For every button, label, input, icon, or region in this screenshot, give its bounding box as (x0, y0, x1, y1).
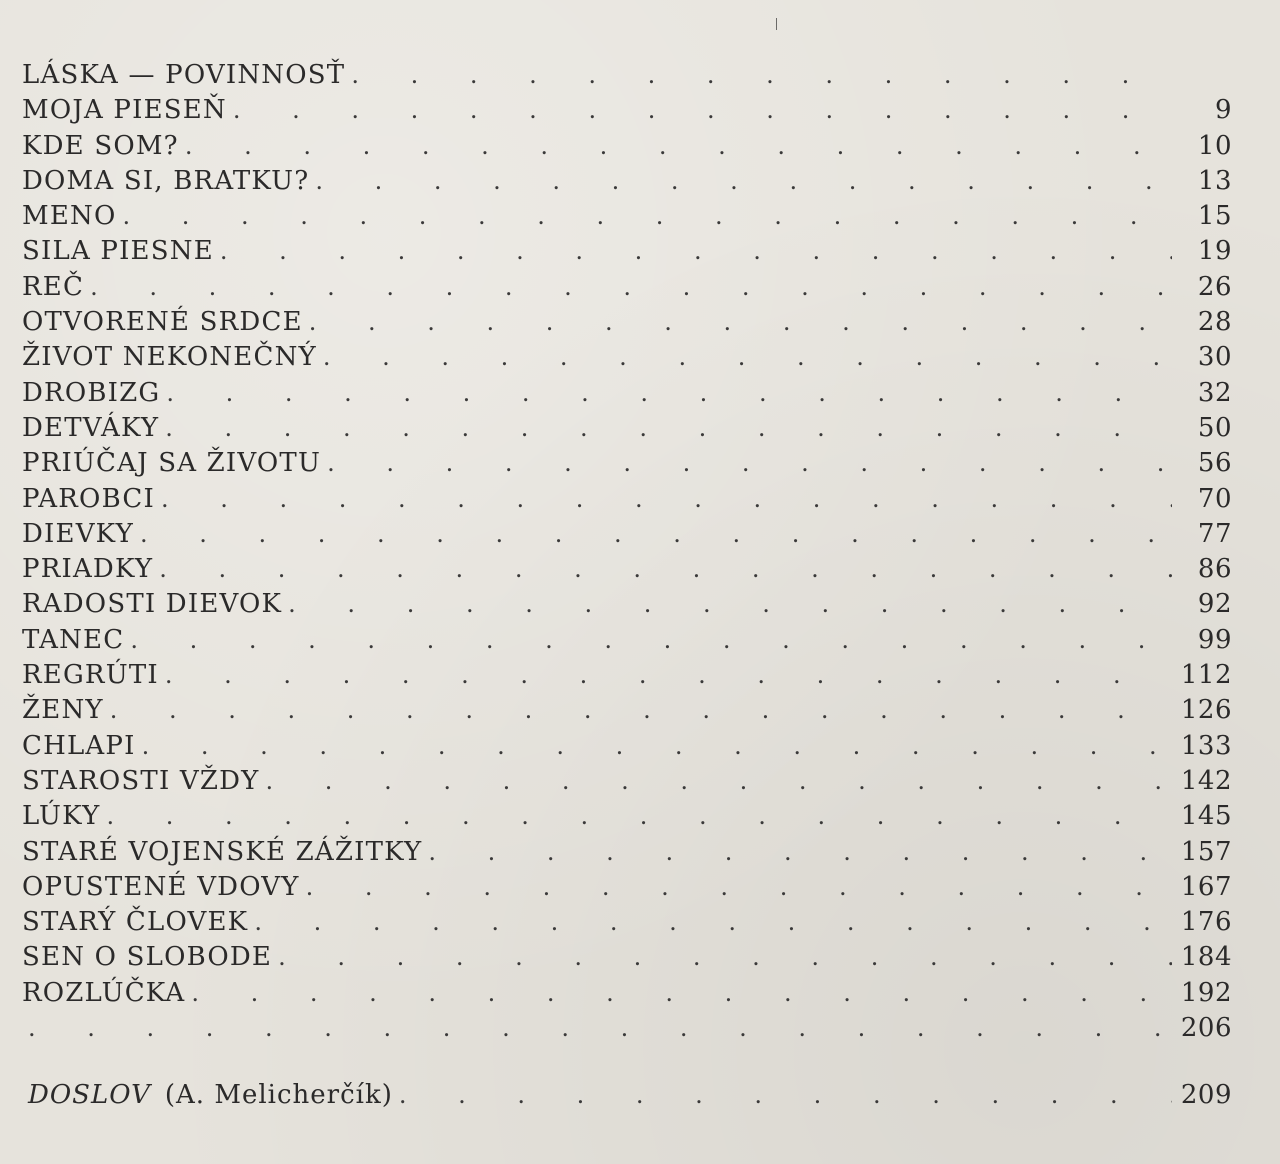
toc-entry (22, 731, 1232, 766)
toc-entry (22, 625, 1232, 660)
toc-entry (22, 695, 1232, 730)
toc-entry-title: DOMA SI, BRATKU? (22, 165, 310, 196)
toc-entry-title: REGRÚTI (22, 660, 159, 691)
toc-entry-title: ŽENY (22, 695, 104, 726)
table-of-contents (22, 60, 1232, 1048)
toc-entry (22, 307, 1232, 342)
toc-entry-title: LÁSKA — POVINNOSŤ (22, 60, 346, 90)
toc-entry-page: 30 (1197, 342, 1232, 373)
dot-leader (161, 485, 1172, 513)
dot-leader (278, 943, 1172, 971)
toc-entry-title: STARÝ ČLOVEK (22, 907, 249, 938)
dot-leader (327, 449, 1172, 477)
toc-entry-page: 32 (1197, 377, 1232, 408)
toc-entry-page: 192 (1180, 977, 1232, 1008)
afterword-title: DOSLOV (28, 1080, 151, 1110)
toc-entry-title: REČ (22, 271, 85, 302)
dot-leader (90, 273, 1172, 301)
toc-entry (22, 272, 1232, 307)
dot-leader (191, 979, 1172, 1007)
toc-entry (22, 201, 1232, 236)
toc-entry-page: 56 (1197, 448, 1232, 479)
toc-entry (22, 942, 1232, 977)
toc-entry (22, 801, 1232, 836)
toc-entry-page: 184 (1180, 942, 1232, 973)
toc-entry-title: ROZLÚČKA (22, 977, 186, 1008)
dot-leader (428, 838, 1172, 866)
dot-leader (110, 696, 1172, 724)
toc-entry-title: KDE SOM? (22, 130, 179, 161)
afterword-entry (28, 1080, 1232, 1110)
toc-entry (22, 413, 1232, 448)
toc-entry-page: 28 (1197, 307, 1232, 338)
toc-entry (22, 907, 1232, 942)
dot-leader (323, 343, 1172, 371)
toc-entry-title: PAROBCI (22, 483, 155, 514)
toc-entry (22, 60, 1232, 95)
toc-entry (22, 484, 1232, 519)
toc-entry (22, 166, 1232, 201)
toc-entry-page: 157 (1180, 836, 1232, 867)
toc-entry (22, 978, 1232, 1013)
toc-entry-page: 19 (1197, 236, 1232, 267)
toc-entry-title: ŽIVOT NEKONEČNÝ (22, 342, 317, 373)
toc-entry-title: OTVORENÉ SRDCE (22, 307, 303, 338)
dot-leader (122, 202, 1172, 230)
dot-leader (165, 661, 1172, 689)
toc-entry-title: MENO (22, 201, 117, 232)
toc-entry-page: 13 (1197, 165, 1232, 196)
toc-entry-title: OPUSTENÉ VDOVY (22, 871, 300, 902)
toc-entry (22, 131, 1232, 166)
toc-entry (22, 378, 1232, 413)
toc-entry (22, 766, 1232, 801)
toc-entry-page: 142 (1180, 765, 1232, 796)
toc-entry-title: MOJA PIESEŇ (22, 95, 227, 126)
afterword-page: 209 (1180, 1080, 1232, 1110)
dot-leader (166, 379, 1172, 407)
dot-leader (351, 61, 1172, 89)
toc-entry-page: 92 (1197, 589, 1232, 620)
dot-leader (165, 414, 1172, 442)
dot-leader (106, 802, 1172, 830)
page-mark (776, 18, 777, 30)
toc-entry (22, 448, 1232, 483)
toc-entry-title: STAROSTI VŽDY (22, 765, 260, 796)
toc-entry-page: 206 (1180, 1013, 1232, 1044)
dot-leader (185, 132, 1172, 160)
toc-entry-page: 145 (1180, 801, 1232, 832)
dot-leader (288, 590, 1172, 618)
toc-entry-page: 167 (1180, 871, 1232, 902)
toc-entry-page: 176 (1180, 907, 1232, 938)
toc-entry-title: DIEVKY (22, 518, 134, 549)
dot-leader (315, 167, 1172, 195)
toc-entry-title: PRIÚČAJ SA ŽIVOTU (22, 448, 322, 479)
dot-leader (130, 626, 1172, 654)
toc-entry (22, 342, 1232, 377)
toc-entry-page: 26 (1197, 271, 1232, 302)
toc-entry-title: STARÉ VOJENSKÉ ZÁŽITKY (22, 836, 423, 867)
toc-entry-page: 133 (1180, 730, 1232, 761)
toc-entry-title: PRIADKY (22, 554, 154, 585)
toc-entry-page: 99 (1197, 624, 1232, 655)
toc-entry (22, 837, 1232, 872)
dot-leader (254, 908, 1172, 936)
toc-entry-title: DROBIZG (22, 377, 161, 408)
toc-entry-page: 9 (1214, 95, 1232, 126)
toc-entry (22, 872, 1232, 907)
toc-entry-page: 86 (1197, 554, 1232, 585)
toc-entry (22, 1013, 1232, 1048)
dot-leader (266, 767, 1172, 795)
toc-entry-page: 50 (1197, 412, 1232, 443)
toc-entry-page: 112 (1180, 660, 1232, 691)
dot-leader (399, 1081, 1172, 1109)
dot-leader (309, 308, 1172, 336)
toc-entry-title: TANEC (22, 624, 125, 655)
toc-entry-page: 15 (1197, 201, 1232, 232)
toc-entry-page: 70 (1197, 483, 1232, 514)
toc-entry (22, 519, 1232, 554)
toc-entry (22, 554, 1232, 589)
dot-leader (220, 237, 1172, 265)
toc-entry-title: SILA PIESNE (22, 236, 214, 267)
toc-entry-title: SEN O SLOBODE (22, 942, 273, 973)
dot-leader (142, 732, 1172, 760)
toc-entry-page: 77 (1197, 518, 1232, 549)
dot-leader (159, 555, 1172, 583)
toc-entry (22, 95, 1232, 130)
dot-leader (140, 520, 1172, 548)
toc-entry (22, 660, 1232, 695)
dot-leader (233, 96, 1172, 124)
toc-entry-title: DETVÁKY (22, 412, 160, 443)
toc-entry-title: LÚKY (22, 801, 101, 832)
toc-entry (22, 589, 1232, 624)
dot-leader (306, 873, 1172, 901)
toc-entry-title: CHLAPI (22, 730, 136, 761)
toc-entry-page: 10 (1197, 130, 1232, 161)
dot-leader (28, 1014, 1172, 1042)
afterword-author: (A. Melicherčík) (164, 1080, 393, 1110)
toc-entry-title: RADOSTI DIEVOK (22, 589, 283, 620)
toc-entry (22, 236, 1232, 271)
toc-entry-page: 126 (1180, 695, 1232, 726)
